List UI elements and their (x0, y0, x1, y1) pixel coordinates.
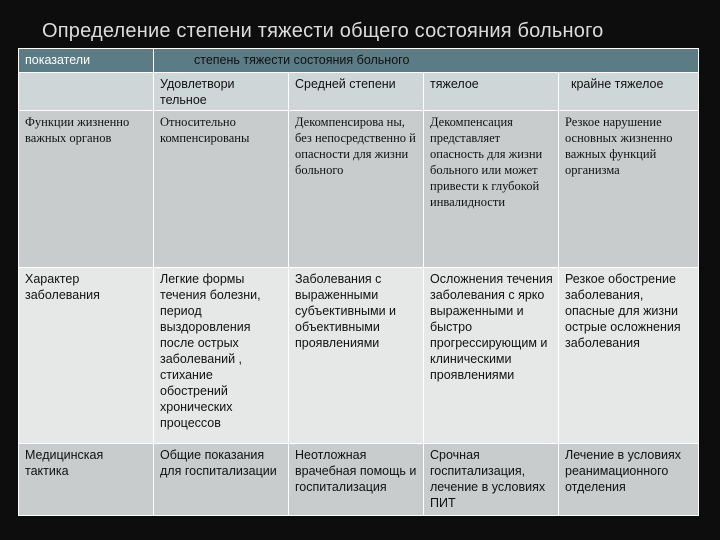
table-cell: Декомпенсирова ны, без непосредственно й опасности для жизни больного (289, 111, 424, 268)
table-cell: Резкое обострение заболевания, опасные для жизни острые осложнения заболевания (559, 268, 699, 444)
severity-header: степень тяжести состояния больного (154, 49, 699, 73)
table-cell: Неотложная врачебная помощь и госпитализация (289, 444, 424, 516)
row-label-vital-functions: Функции жизненно важных органов (19, 111, 154, 268)
subheader-blank-cell (19, 73, 154, 111)
row-label-disease-nature: Характер заболевания (19, 268, 154, 444)
table-cell: Заболевания с выраженными субъективными и объективными проявлениями (289, 268, 424, 444)
indicators-header: показатели (19, 49, 154, 73)
table-cell: Срочная госпитализация, лечение в условиях ПИТ (424, 444, 559, 516)
table-cell: Легкие формы течения болезни, период выздоровления после острых заболеваний , стихание обострений хронических процессов (154, 268, 289, 444)
level-header-satisfactory: Удовлетвори тельное (154, 73, 289, 111)
severity-table (18, 48, 699, 516)
table-cell: Лечение в условиях реанимационного отделения (559, 444, 699, 516)
table-cell: Осложнения течения заболевания с ярко выраженными и быстро прогрессирующим и клиническими проявлениями (424, 268, 559, 444)
table-header-row (19, 49, 699, 73)
table-row (19, 111, 699, 268)
row-label-medical-tactics: Медицинская тактика (19, 444, 154, 516)
level-header-extreme: крайне тяжелое (559, 73, 699, 111)
table-cell: Резкое нарушение основных жизненно важных функций организма (559, 111, 699, 268)
table-cell: Общие показания для госпитализации (154, 444, 289, 516)
table-row (19, 268, 699, 444)
table-cell: Декомпенсация представляет опасность для жизни больного или может привести к глубокой инвалидности (424, 111, 559, 268)
table-row (19, 444, 699, 516)
table-cell: Относительно компенсированы (154, 111, 289, 268)
level-header-moderate: Средней степени (289, 73, 424, 111)
slide-title: Определение степени тяжести общего состояния больного (42, 20, 604, 42)
table-subheader-row (19, 73, 699, 111)
level-header-severe: тяжелое (424, 73, 559, 111)
